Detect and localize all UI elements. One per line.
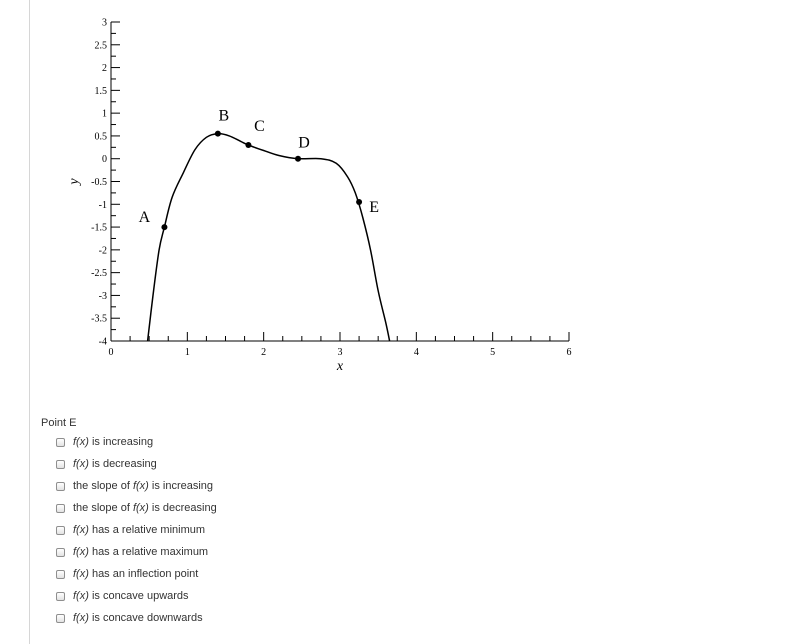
option-checkbox[interactable] xyxy=(56,438,65,447)
option-function: f(x) xyxy=(73,568,89,580)
option-label xyxy=(73,524,205,536)
option-checkbox[interactable] xyxy=(56,460,65,469)
option-suffix: has a relative minimum xyxy=(88,524,206,536)
y-tick-label: -4 xyxy=(98,336,107,348)
option-label xyxy=(73,480,213,492)
answer-option[interactable] xyxy=(56,453,217,475)
point-label-a: A xyxy=(138,209,151,227)
option-label xyxy=(73,458,157,470)
point-e xyxy=(356,199,362,205)
x-tick-label: 4 xyxy=(413,347,419,358)
x-axis-label: x xyxy=(336,359,344,374)
answer-option[interactable] xyxy=(56,563,217,585)
y-tick-label: -0.5 xyxy=(91,177,107,188)
option-function: f(x) xyxy=(132,502,149,514)
option-checkbox[interactable] xyxy=(56,592,65,601)
y-tick-label: -1.5 xyxy=(91,222,107,234)
option-suffix: is concave downwards xyxy=(88,612,203,624)
option-label xyxy=(73,612,203,624)
point-label-d: D xyxy=(298,134,310,152)
answer-option[interactable] xyxy=(56,607,217,629)
function-curve xyxy=(148,134,390,341)
y-tick-label: -2 xyxy=(98,245,107,257)
answer-option[interactable] xyxy=(56,431,217,453)
option-checkbox[interactable] xyxy=(56,482,65,491)
x-tick-label: 5 xyxy=(490,347,496,358)
y-tick-label: -3.5 xyxy=(91,313,107,325)
option-checkbox[interactable] xyxy=(56,614,65,623)
y-tick-label: 3 xyxy=(102,17,107,29)
x-tick-label: 1 xyxy=(184,347,190,358)
option-function: f(x) xyxy=(73,612,89,624)
x-tick-label: 3 xyxy=(337,347,343,358)
option-suffix: is increasing xyxy=(148,480,214,492)
option-function: f(x) xyxy=(132,480,149,492)
answer-options xyxy=(56,431,217,629)
point-a xyxy=(161,224,167,230)
y-axis-label: y xyxy=(67,178,82,185)
option-function: f(x) xyxy=(73,546,89,558)
answer-option[interactable] xyxy=(56,497,217,519)
point-label-c: C xyxy=(254,118,265,136)
option-suffix: has a relative maximum xyxy=(88,546,209,558)
y-tick-label: 0 xyxy=(102,154,107,166)
option-function: f(x) xyxy=(73,436,89,448)
point-label-e: E xyxy=(369,199,379,217)
option-suffix: is decreasing xyxy=(88,458,157,470)
x-tick-label: 6 xyxy=(566,347,572,358)
option-suffix: is increasing xyxy=(88,436,154,448)
question-title: Point E xyxy=(41,417,77,429)
option-suffix: is concave upwards xyxy=(88,590,189,602)
option-function: f(x) xyxy=(73,458,89,470)
option-label xyxy=(73,568,198,580)
option-function: f(x) xyxy=(73,590,89,602)
y-tick-label: -1 xyxy=(98,199,107,211)
x-tick-label: 0 xyxy=(108,347,114,358)
point-c xyxy=(245,142,251,148)
option-label xyxy=(73,436,153,448)
option-suffix: has an inflection point xyxy=(88,568,199,580)
point-label-b: B xyxy=(218,107,230,125)
option-prefix: the slope of xyxy=(73,502,133,514)
option-checkbox[interactable] xyxy=(56,570,65,579)
y-tick-label: -2.5 xyxy=(91,268,107,280)
option-suffix: is decreasing xyxy=(148,502,217,514)
point-d xyxy=(295,156,301,162)
option-prefix: the slope of xyxy=(73,480,133,492)
option-label xyxy=(73,502,217,514)
option-checkbox[interactable] xyxy=(56,526,65,535)
answer-option[interactable] xyxy=(56,541,217,563)
y-tick-label: 2.5 xyxy=(94,40,107,52)
answer-option[interactable] xyxy=(56,585,217,607)
y-tick-label: 0.5 xyxy=(94,131,107,143)
y-tick-label: 1.5 xyxy=(94,85,107,97)
option-checkbox[interactable] xyxy=(56,504,65,513)
option-label xyxy=(73,590,189,602)
point-b xyxy=(215,131,221,137)
option-label xyxy=(73,546,208,558)
y-tick-label: -3 xyxy=(98,290,107,302)
option-function: f(x) xyxy=(73,524,89,536)
answer-option[interactable] xyxy=(56,475,217,497)
option-checkbox[interactable] xyxy=(56,548,65,557)
answer-option[interactable] xyxy=(56,519,217,541)
y-tick-label: 2 xyxy=(102,63,107,75)
y-tick-label: 1 xyxy=(102,108,107,120)
x-tick-label: 2 xyxy=(261,347,267,358)
